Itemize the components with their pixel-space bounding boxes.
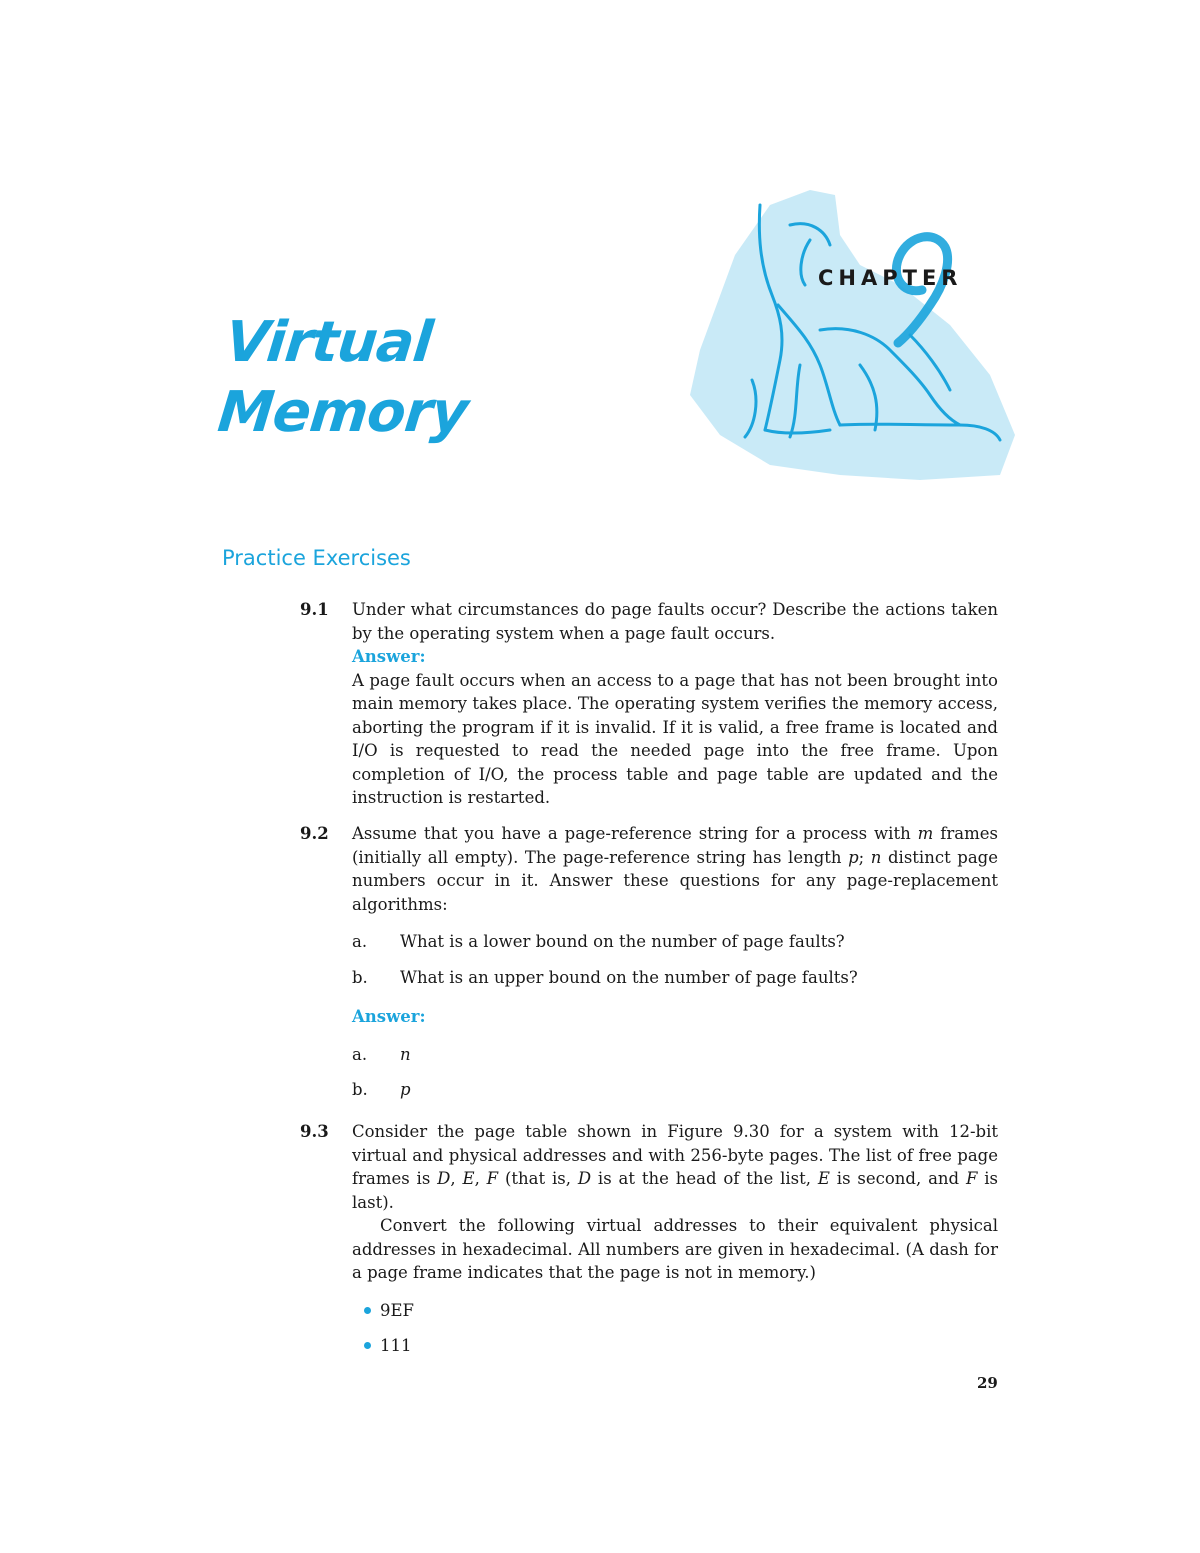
address-list bbox=[352, 1299, 998, 1358]
page-number: 29 bbox=[977, 1374, 998, 1392]
variable-n: n bbox=[870, 847, 882, 867]
item-label: a. bbox=[352, 932, 368, 951]
item-text: What is a lower bound on the number of page faults? bbox=[400, 932, 845, 951]
exercise-number: 9.1 bbox=[300, 600, 329, 619]
variable-m: m bbox=[917, 824, 934, 843]
question-paragraph-2: Convert the following virtual addresses to their equivalent physical addresses in hexadecimal. All numbers are given in hexadecimal. (A dash for a page frame indicates that the page is not in memory.) bbox=[352, 1216, 998, 1282]
chapter-label: CHAPTER bbox=[818, 266, 963, 290]
question-segment: Consider the page table shown in Figure 9.30 for a system with 12-bit virtual and physical addresses and with 256-byte pages. The list of free page frames is bbox=[352, 1122, 998, 1188]
item-text: 111 bbox=[380, 1336, 412, 1355]
list-item bbox=[352, 966, 998, 990]
list-item bbox=[352, 1334, 998, 1358]
chapter-title-line2: Memory bbox=[214, 380, 471, 445]
item-text: 9EF bbox=[380, 1300, 414, 1320]
variable-e: E bbox=[462, 1169, 475, 1188]
question-segment: distinct page numbers occur in it. Answer these questions for any page-replacement algorithms: bbox=[352, 847, 998, 914]
bullet-icon bbox=[364, 1342, 371, 1349]
question-text: Under what circumstances do page faults occur? Describe the actions taken by the operating system when a page fault occurs. bbox=[352, 600, 998, 643]
list-item bbox=[352, 1078, 998, 1102]
question-text bbox=[352, 1120, 998, 1214]
item-label: a. bbox=[352, 1044, 368, 1064]
question-segment: , bbox=[450, 1169, 463, 1188]
question-text bbox=[352, 822, 998, 916]
answer-list bbox=[352, 1043, 998, 1102]
question-segment: ; bbox=[858, 847, 871, 867]
item-label: b. bbox=[352, 1080, 368, 1099]
chapter-illustration bbox=[660, 175, 1020, 495]
answer-label: Answer: bbox=[352, 1007, 426, 1026]
exercise-body bbox=[352, 822, 998, 1102]
watercolor-wash bbox=[690, 190, 1015, 480]
exercise-number: 9.2 bbox=[300, 824, 329, 843]
variable-d: D bbox=[577, 1169, 592, 1188]
variable-f: F bbox=[965, 1169, 978, 1188]
variable-p: p bbox=[848, 847, 859, 867]
item-label: b. bbox=[352, 967, 368, 987]
bullet-icon bbox=[364, 1307, 371, 1314]
list-item bbox=[352, 1043, 998, 1067]
exercise-body bbox=[352, 598, 998, 810]
list-item bbox=[352, 930, 998, 954]
question-segment: Assume that you have a page-reference string for a process with bbox=[352, 824, 918, 843]
question-segment: is at the head of the list, bbox=[591, 1169, 818, 1188]
question-segment: is second, and bbox=[829, 1169, 966, 1188]
question-segment: , bbox=[474, 1169, 487, 1188]
chapter-title bbox=[215, 308, 478, 448]
question-segment: frames (initially all empty). The page-reference string has length bbox=[352, 824, 998, 867]
question-list bbox=[352, 930, 998, 989]
chapter-title-line1: Virtual bbox=[222, 310, 435, 375]
exercise-body bbox=[352, 1120, 998, 1358]
section-heading: Practice Exercises bbox=[222, 546, 411, 570]
answer-label: Answer: bbox=[352, 647, 426, 666]
variable-e: E bbox=[817, 1169, 830, 1188]
item-text: n bbox=[400, 1044, 411, 1064]
variable-d: D bbox=[437, 1169, 451, 1188]
question-segment: (that is, bbox=[498, 1169, 578, 1188]
list-item bbox=[352, 1299, 998, 1323]
exercise-number: 9.3 bbox=[300, 1122, 329, 1141]
variable-f: F bbox=[486, 1169, 499, 1188]
answer-text: A page fault occurs when an access to a page that has not been brought into main memory takes place. The operating system verifies the memory access, aborting the program if it is invalid. If it is valid, a free frame is located and I/O is requested to read the needed page into the free frame. Upon completion of I/O, the process table and page table are updated and the instruction is restarted. bbox=[352, 670, 998, 807]
item-text: What is an upper bound on the number of page faults? bbox=[400, 967, 858, 987]
item-text: p bbox=[400, 1080, 411, 1099]
question-segment: is last). bbox=[352, 1169, 999, 1212]
